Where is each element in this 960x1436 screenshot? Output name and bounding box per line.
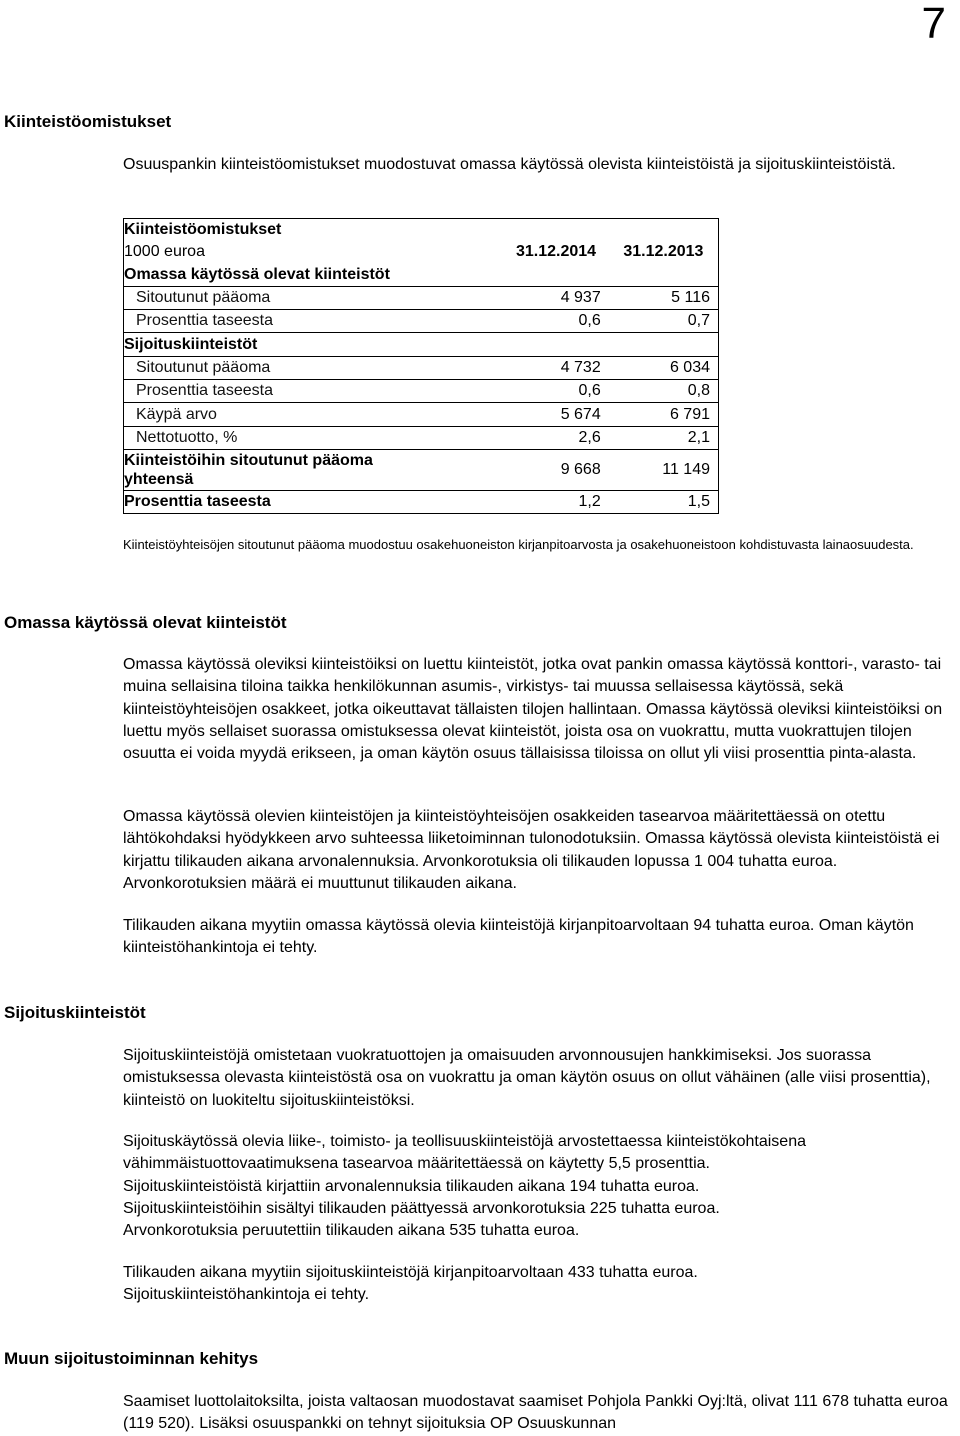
table-row [124,286,719,309]
table-footnote: Kiinteistöyhteisöjen sitoutunut pääoma muodostuu osakehuoneiston kirjanpitoarvosta ja osakehuoneistoon kohdistuvasta lainaosuudesta. [123,537,914,552]
heading-investment-properties: Sijoituskiinteistöt [4,1003,146,1022]
intro-paragraph: Osuuspankin kiinteistöomistukset muodostuvat omassa käytössä olevista kiinteistöistä ja sijoituskiinteistöistä. [123,156,896,173]
table-row [124,380,719,403]
cell-value: 11 149 [609,449,719,490]
investment-paragraph-3 [123,1262,948,1307]
investment-line: Tilikauden aikana myytiin sijoituskiinteistöjä kirjanpitoarvoltaan 433 tuhatta euroa. [123,1264,698,1281]
table-row [124,426,719,449]
table-unit: 1000 euroa [124,241,504,263]
cell-value: 1,2 [503,490,608,513]
investment-paragraph-1: Sijoituskiinteistöjä omistetaan vuokratuottojen ja omaisuuden arvonnousujen hankkimiseksi. Jos suorassa omistuksessa olevasta kiinteistöstä osa on vuokrattu ja oman käytön osuus on ollut vähäinen (alle viisi prosenttia), kiinteistö on luokiteltu sijoituskiinteistöksi. [123,1047,931,1109]
own-use-paragraph-3: Tilikauden aikana myytiin omassa käytössä olevia kiinteistöjä kirjanpitoarvoltaan 94 tuhatta euroa. Oman käytön kiinteistöhankintoja ei tehty. [123,917,914,957]
other-investments-paragraph: Saamiset luottolaitoksilta, joista valtaosan muodostavat saamiset Pohjola Pankki Oyj:ltä, olivat 111 678 tuhatta euroa (119 520). Lisäksi osuuspankki on tehnyt sijoituksia OP Osuuskunnan [123,1393,948,1433]
cell-value: 0,6 [503,310,608,333]
cell-value: 2,1 [609,426,719,449]
group-label-investment: Sijoituskiinteistöt [124,333,504,356]
table-row [124,490,719,513]
investment-line: Sijoituskäytössä olevia liike-, toimisto- ja teollisuuskiinteistöjä arvostettaessa kiinteistökohtaisena vähimmäistuottovaatimuksena tasearvoa määritettäessä on käytetty 5,5 prosenttia. [123,1133,806,1173]
row-label: Nettotuotto, % [124,426,504,449]
row-label: Sitoutunut pääoma [124,356,504,379]
investment-line: Arvonkorotuksia peruutettiin tilikauden aikana 535 tuhatta euroa. [123,1222,580,1240]
cell-value: 9 668 [503,449,608,490]
investment-line: Sijoituskiinteistöhankintoja ei tehty. [123,1286,370,1304]
investment-paragraph-2 [123,1131,948,1242]
page-number: 7 [921,0,946,48]
property-holdings-table [123,218,719,514]
row-label: Prosenttia taseesta [124,380,504,403]
cell-value: 0,8 [609,380,719,403]
table-row [124,403,719,426]
own-use-paragraph-2: Omassa käytössä olevien kiinteistöjen ja kiinteistöyhteisöjen osakkeiden tasearvoa määritettäessä on otettu lähtökohdaksi hyödykkeen arvo suhteessa liiketoiminnan tulonodotuksiin. Omassa käytössä olevista kiinteistöistä ei kirjattu tilikauden aikana arvonalennuksia. Arvonkorotuksia oli tilikauden lopussa 1 004 tuhatta euroa. Arvonkorotuksien määrä ei muuttunut tilikauden aikana. [123,808,940,892]
investment-line: Sijoituskiinteistöihin sisältyi tilikauden päättyessä arvonkorotuksia 225 tuhatta euroa. [123,1199,720,1217]
cell-value: 5 116 [609,286,719,309]
col-header-2014: 31.12.2014 [515,243,597,261]
row-label: Sitoutunut pääoma [124,286,504,309]
col-header-2013: 31.12.2013 [609,241,719,263]
own-use-paragraph-1: Omassa käytössä oleviksi kiinteistöiksi on luettu kiinteistöt, jotka ovat pankin omassa käytössä konttori-, varasto- tai muina sellaisina tiloina taikka henkilökunnan asumis-, virkistys- tai muussa sellaisessa käytössä, sekä kiinteistöyhteisöjen osakkeet, jotka oikeuttavat tällaisten tilojen hallintaan. Omassa käytössä oleviksi kiinteistöiksi on luettu myös sellaiset suorassa omistuksessa olevat kiinteistöt, joista osa on vuokrattu, mutta vuokrattujen tilojen osuutta ei voida myydä erikseen, ja oman käytön osuus tällaisissa tiloissa on ollut yli viisi prosenttia pinta-alasta. [123,656,943,763]
row-label: Prosenttia taseesta [124,490,504,513]
table-row [124,449,719,490]
cell-value: 0,6 [503,380,608,403]
cell-value: 6 034 [609,356,719,379]
heading-other-investments: Muun sijoitustoiminnan kehitys [4,1349,259,1368]
cell-value: 1,5 [609,490,719,513]
row-label: Käypä arvo [124,403,504,426]
table-row [124,356,719,379]
table-title-row [124,219,719,242]
table-header-row [124,241,719,263]
cell-value: 5 674 [503,403,608,426]
table-row [124,264,719,287]
cell-value: 4 937 [503,286,608,309]
table-title: Kiinteistöomistukset [124,219,504,242]
group-label-own-use: Omassa käytössä olevat kiinteistöt [124,264,504,287]
heading-kiinteistoomistukset: Kiinteistöomistukset [4,112,172,131]
table-row [124,333,719,356]
table-row [124,310,719,333]
investment-line: Sijoituskiinteistöistä kirjattiin arvonalennuksia tilikauden aikana 194 tuhatta euroa. [123,1177,700,1195]
row-label-total: Kiinteistöihin sitoutunut pääoma yhteensä [124,449,504,490]
cell-value: 2,6 [503,426,608,449]
heading-own-use-properties: Omassa käytössä olevat kiinteistöt [4,613,287,632]
cell-value: 0,7 [609,310,719,333]
cell-value: 6 791 [609,403,719,426]
row-label: Prosenttia taseesta [124,310,504,333]
cell-value: 4 732 [503,356,608,379]
